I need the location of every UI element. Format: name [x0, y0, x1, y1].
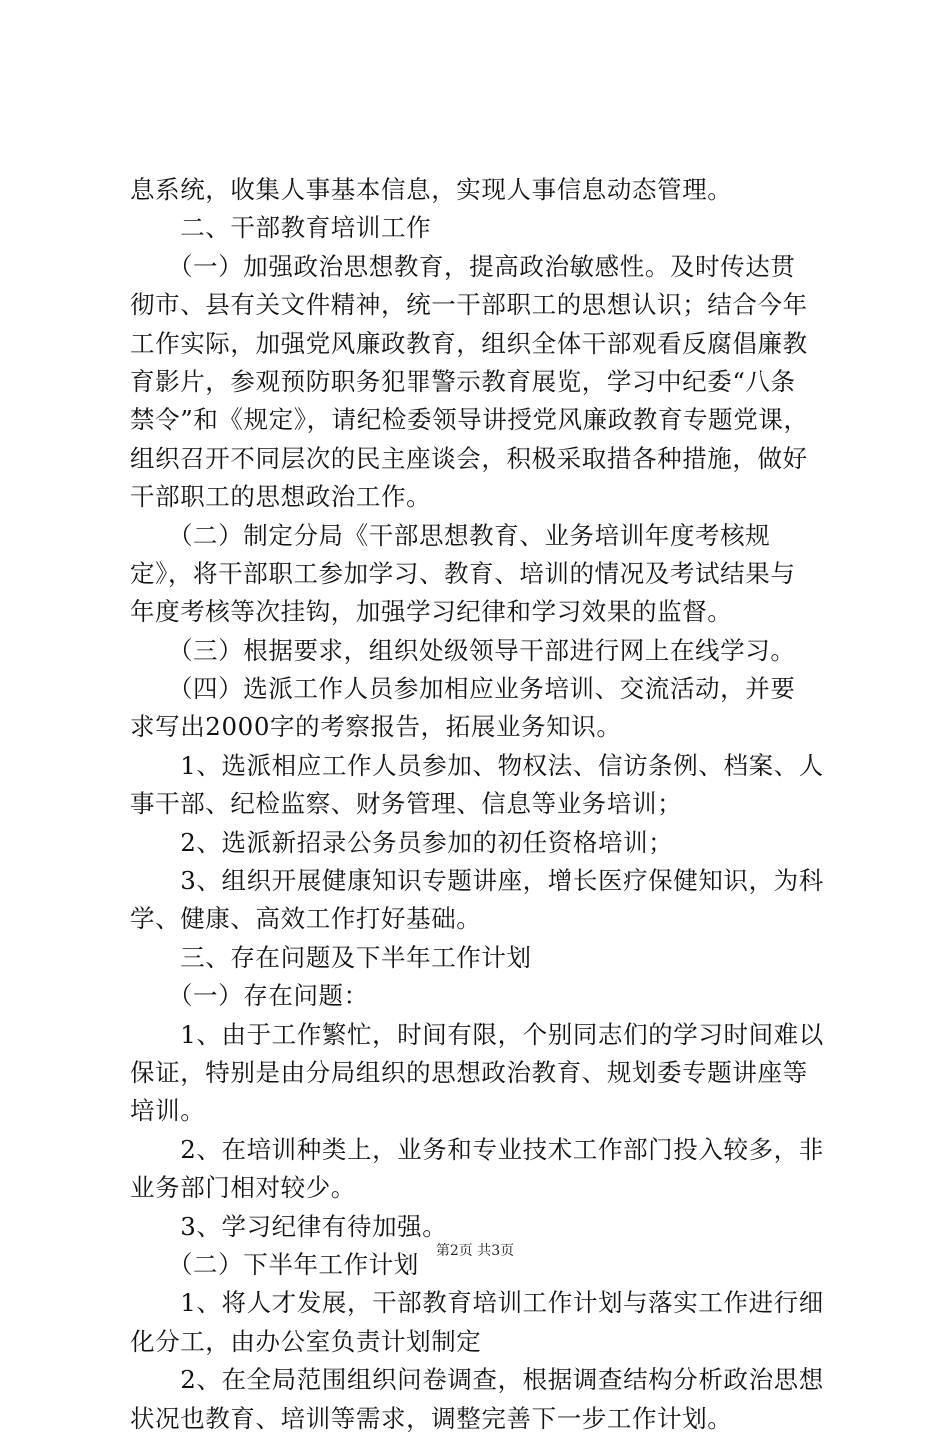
- text-line: 年度考核等次挂钩，加强学习纪律和学习效果的监督。: [130, 597, 733, 627]
- text-line: （三）根据要求，组织处级领导干部进行网上在线学习。: [130, 635, 796, 665]
- text-line: （二）制定分局《干部思想教育、业务培训年度考核规: [130, 520, 771, 550]
- text-line: 工作实际，加强党风廉政教育，组织全体干部观看反腐倡廉教: [130, 328, 808, 358]
- text-line: （四）选派工作人员参加相应业务培训、交流活动，并要: [130, 674, 796, 704]
- text-line: 定》，将干部职工参加学习、教育、培训的情况及考试结果与: [130, 558, 796, 588]
- page-number-footer: 第2页 共3页: [435, 1243, 515, 1259]
- text-line: 1、由于工作繁忙，时间有限，个别同志们的学习时间难以: [130, 1019, 824, 1049]
- text-line: 3、学习纪律有待加强。: [130, 1211, 448, 1241]
- text-line: 2、在培训种类上，业务和专业技术工作部门投入较多，非: [130, 1134, 824, 1164]
- text-line: 求写出2000字的考察报告，拓展业务知识。: [130, 712, 622, 742]
- text-line: 干部职工的思想政治工作。: [130, 482, 432, 512]
- text-line: 2、在全局范围组织问卷调查，根据调查结构分析政治思想: [130, 1365, 824, 1395]
- subsection-heading: （一）存在问题：: [130, 981, 369, 1011]
- text-line: 组织召开不同层次的民主座谈会，积极采取措各种措施，做好: [130, 443, 808, 473]
- text-line: 育影片，参观预防职务犯罪警示教育展览，学习中纪委“八条: [130, 366, 796, 396]
- section-heading: 三、存在问题及下半年工作计划: [130, 942, 532, 972]
- text-line: 学、健康、高效工作打好基础。: [130, 904, 482, 934]
- text-line: 培训。: [130, 1096, 206, 1126]
- section-heading: 二、干部教育培训工作: [130, 213, 432, 243]
- text-line: 保证，特别是由分局组织的思想政治教育、规划委专题讲座等: [130, 1057, 808, 1087]
- text-line: 彻市、县有关文件精神，统一干部职工的思想认识；结合今年: [130, 290, 808, 320]
- text-line: 化分工，由办公室负责计划制定: [130, 1326, 482, 1356]
- text-line: 2、选派新招录公务员参加的初任资格培训；: [130, 827, 674, 857]
- text-line: 状况也教育、培训等需求，调整完善下一步工作计划。: [130, 1403, 733, 1433]
- text-line: （一）加强政治思想教育，提高政治敏感性。及时传达贯: [130, 251, 796, 281]
- text-line: 业务部门相对较少。: [130, 1173, 356, 1203]
- subsection-heading: （二）下半年工作计划: [130, 1249, 419, 1279]
- text-line: 息系统，收集人事基本信息，实现人事信息动态管理。: [130, 175, 733, 204]
- text-line: 事干部、纪检监察、财务管理、信息等业务培训；: [130, 789, 683, 819]
- text-line: 1、选派相应工作人员参加、物权法、信访条例、档案、人: [130, 750, 824, 780]
- text-line: 3、组织开展健康知识专题讲座，增长医疗保健知识，为科: [130, 866, 824, 896]
- text-line: 1、将人才发展，干部教育培训工作计划与落实工作进行细: [130, 1288, 824, 1318]
- text-line: 禁令”和《规定》，请纪检委领导讲授党风廉政教育专题党课，: [130, 405, 809, 435]
